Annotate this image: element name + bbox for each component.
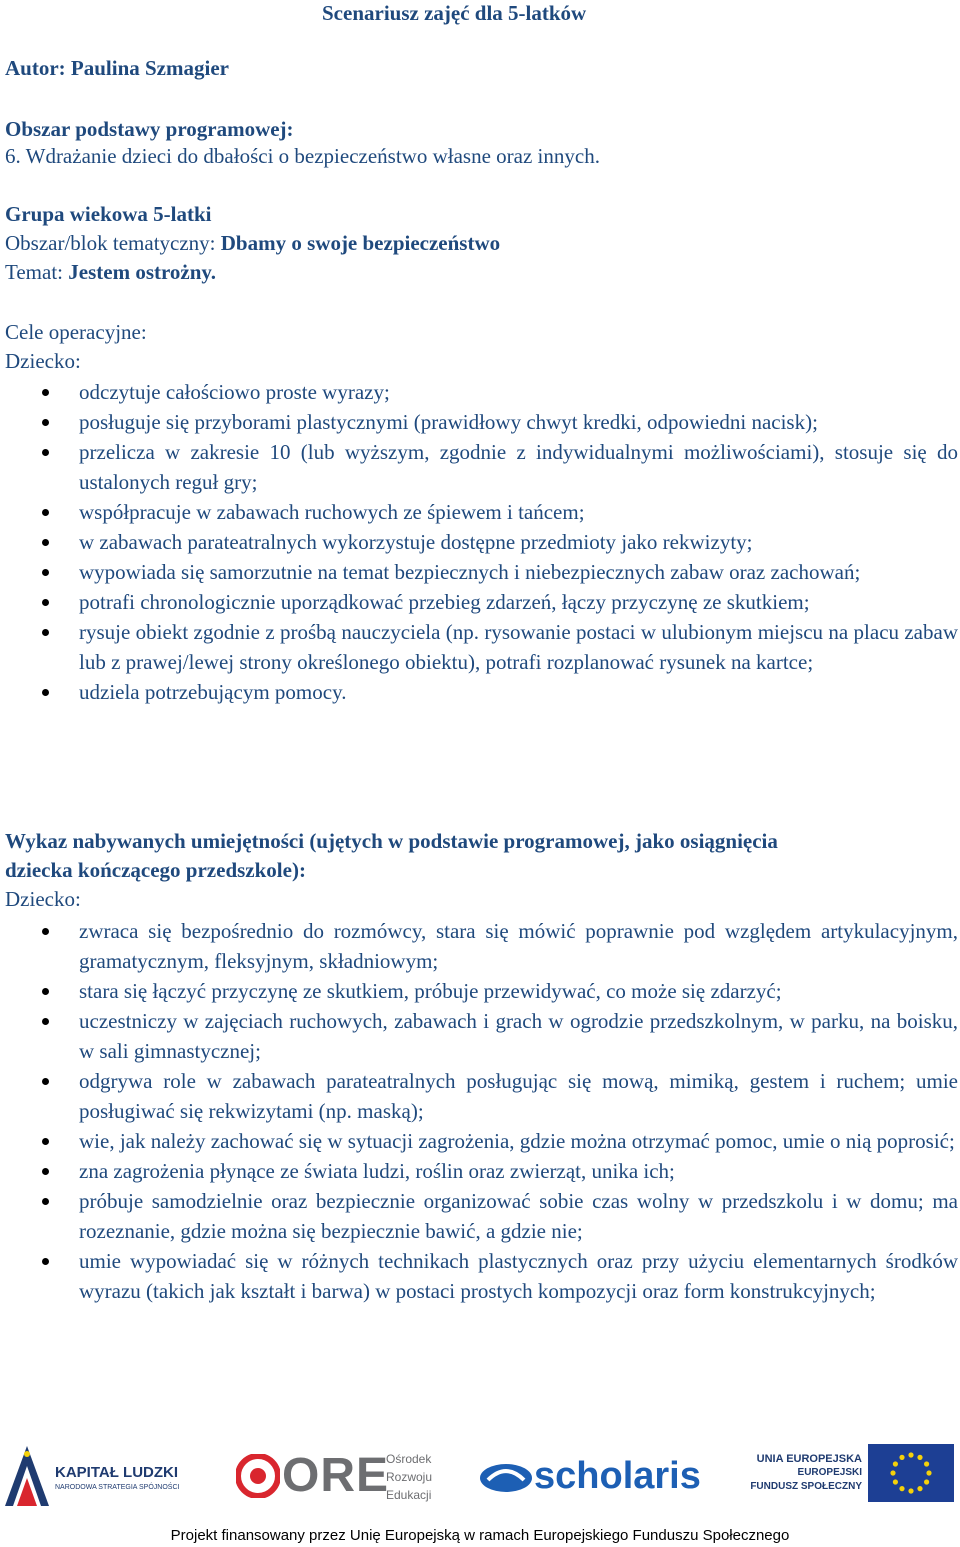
bullet-icon <box>42 1198 49 1205</box>
bullet-icon <box>42 449 49 456</box>
ore-line-1: Ośrodek <box>386 1452 432 1466</box>
thematic-block-value: Dbamy o swoje bezpieczeństwo <box>220 231 501 255</box>
list-item: stara się łączyć przyczynę ze skutkiem, próbuje przewidywać, co może się zdarzyć; <box>0 976 960 1006</box>
eu-line-3: FUNDUSZ SPOŁECZNY <box>750 1481 862 1492</box>
scholaris-wordmark: scholaris <box>534 1455 701 1497</box>
kapital-ludzki-subtitle: NARODOWA STRATEGIA SPÓJNOŚCI <box>55 1484 180 1491</box>
bullet-icon <box>42 1018 49 1025</box>
list-item: w zabawach parateatralnych wykorzystuje dostępne przedmioty jako rekwizyty; <box>0 527 960 557</box>
list-item: wypowiada się samorzutnie na temat bezpiecznych i niebezpiecznych zabaw oraz zachowań; <box>0 557 960 587</box>
skills-list <box>0 916 960 1306</box>
list-item: uczestniczy w zajęciach ruchowych, zabawach i grach w ogrodzie przedszkolnym, w parku, na boisku, w sali gimnastycznej; <box>0 1006 960 1066</box>
kapital-ludzki-title: KAPITAŁ LUDZKI <box>55 1464 179 1481</box>
bullet-icon <box>42 1078 49 1085</box>
bullet-icon <box>42 629 49 636</box>
bullet-icon <box>42 569 49 576</box>
list-item: odczytuje całościowo proste wyrazy; <box>0 377 960 407</box>
scholaris-emblem-icon <box>478 1458 534 1498</box>
curriculum-area-label: Obszar podstawy programowej: <box>5 117 294 141</box>
skills-subheading: Dziecko: <box>5 887 81 911</box>
list-item: wie, jak należy zachować się w sytuacji zagrożenia, gdzie można otrzymać pomoc, umie o nią poprosić; <box>0 1126 960 1156</box>
bullet-icon <box>42 509 49 516</box>
eu-logo <box>742 1440 958 1510</box>
ore-line-3: Edukacji <box>386 1488 432 1502</box>
topic <box>5 258 216 287</box>
bullet-icon <box>42 599 49 606</box>
list-item: próbuje samodzielnie oraz bezpiecznie organizować sobie czas wolny w przedszkolu i w domu; ma rozeznanie, gdzie można się bezpiecznie bawić, a gdzie nie; <box>0 1186 960 1246</box>
bullet-icon <box>42 1168 49 1175</box>
skills-heading-line2: dziecka kończącego przedszkole): <box>5 858 306 882</box>
ore-mark: ORE <box>282 1449 390 1502</box>
list-item: zna zagrożenia płynące ze świata ludzi, roślin oraz zwierząt, unika ich; <box>0 1156 960 1186</box>
list-item: posługuje się przyborami plastycznymi (prawidłowy chwyt kredki, odpowiedni nacisk); <box>0 407 960 437</box>
list-item: zwraca się bezpośrednio do rozmówcy, stara się mówić poprawnie pod względem artykulacyjnym, gramatycznym, fleksyjnym, składniowym; <box>0 916 960 976</box>
topic-label: Temat: <box>5 260 69 284</box>
list-item: udziela potrzebującym pomocy. <box>0 677 960 707</box>
topic-value: Jestem ostrożny. <box>68 260 217 284</box>
eu-flag-icon <box>868 1444 954 1502</box>
curriculum-area-value: 6. Wdrażanie dzieci do dbałości o bezpieczeństwo własne oraz innych. <box>5 144 600 168</box>
list-item: odgrywa role w zabawach parateatralnych posługując się mową, mimiką, gestem i ruchem; umie posługiwać się rekwizytami (np. maską); <box>0 1066 960 1126</box>
bullet-icon <box>42 689 49 696</box>
bullet-icon <box>42 928 49 935</box>
kapital-ludzki-emblem-icon <box>5 1444 49 1506</box>
bullet-icon <box>42 1138 49 1145</box>
age-group: Grupa wiekowa 5-latki <box>5 202 212 226</box>
author: Autor: Paulina Szmagier <box>5 56 229 80</box>
bullet-icon <box>42 988 49 995</box>
eu-text <box>742 1452 862 1494</box>
ore-emblem-icon <box>236 1454 280 1498</box>
ore-text <box>386 1450 432 1504</box>
eu-line-1: UNIA EUROPEJSKA <box>756 1453 862 1465</box>
bullet-icon <box>42 1258 49 1265</box>
bullet-icon <box>42 539 49 546</box>
list-item: przelicza w zakresie 10 (lub wyższym, zgodnie z indywidualnymi możliwościami), stosuje się do ustalonych reguł gry; <box>0 437 960 497</box>
scholaris-logo <box>478 1440 701 1510</box>
kapital-ludzki-logo <box>5 1440 195 1510</box>
list-item: rysuje obiekt zgodnie z prośbą nauczyciela (np. rysowanie postaci w ulubionym miejscu na placu zabaw lub z prawej/lewej strony określonego obiektu), potrafi rozplanować rysunek na kartce; <box>0 617 960 677</box>
bullet-icon <box>42 419 49 426</box>
goals-list <box>0 377 960 707</box>
ore-line-2: Rozwoju <box>386 1470 433 1484</box>
skills-heading-line1: Wykaz nabywanych umiejętności (ujętych w podstawie programowej, jako osiągnięcia <box>5 829 778 853</box>
eu-line-2: EUROPEJSKI <box>797 1467 862 1478</box>
thematic-block <box>5 229 500 258</box>
document-title: Scenariusz zajęć dla 5-latków <box>322 1 587 25</box>
goals-subheading: Dziecko: <box>5 349 81 373</box>
thematic-block-label: Obszar/blok tematyczny: <box>5 231 221 255</box>
footer-text: Projekt finansowany przez Unię Europejską w ramach Europejskiego Funduszu Społecznego <box>170 1527 790 1544</box>
bullet-icon <box>42 389 49 396</box>
ore-logo <box>236 1440 446 1510</box>
list-item: umie wypowiadać się w różnych technikach plastycznych oraz przy użyciu elementarnych środków wyrazu (takich jak kształt i barwa) w postaci prostych kompozycji oraz form konstrukcyjnych; <box>0 1246 960 1306</box>
list-item: współpracuje w zabawach ruchowych ze śpiewem i tańcem; <box>0 497 960 527</box>
goals-heading: Cele operacyjne: <box>5 320 147 344</box>
logo-bar <box>0 1440 960 1510</box>
list-item: potrafi chronologicznie uporządkować przebieg zdarzeń, łączy przyczynę ze skutkiem; <box>0 587 960 617</box>
